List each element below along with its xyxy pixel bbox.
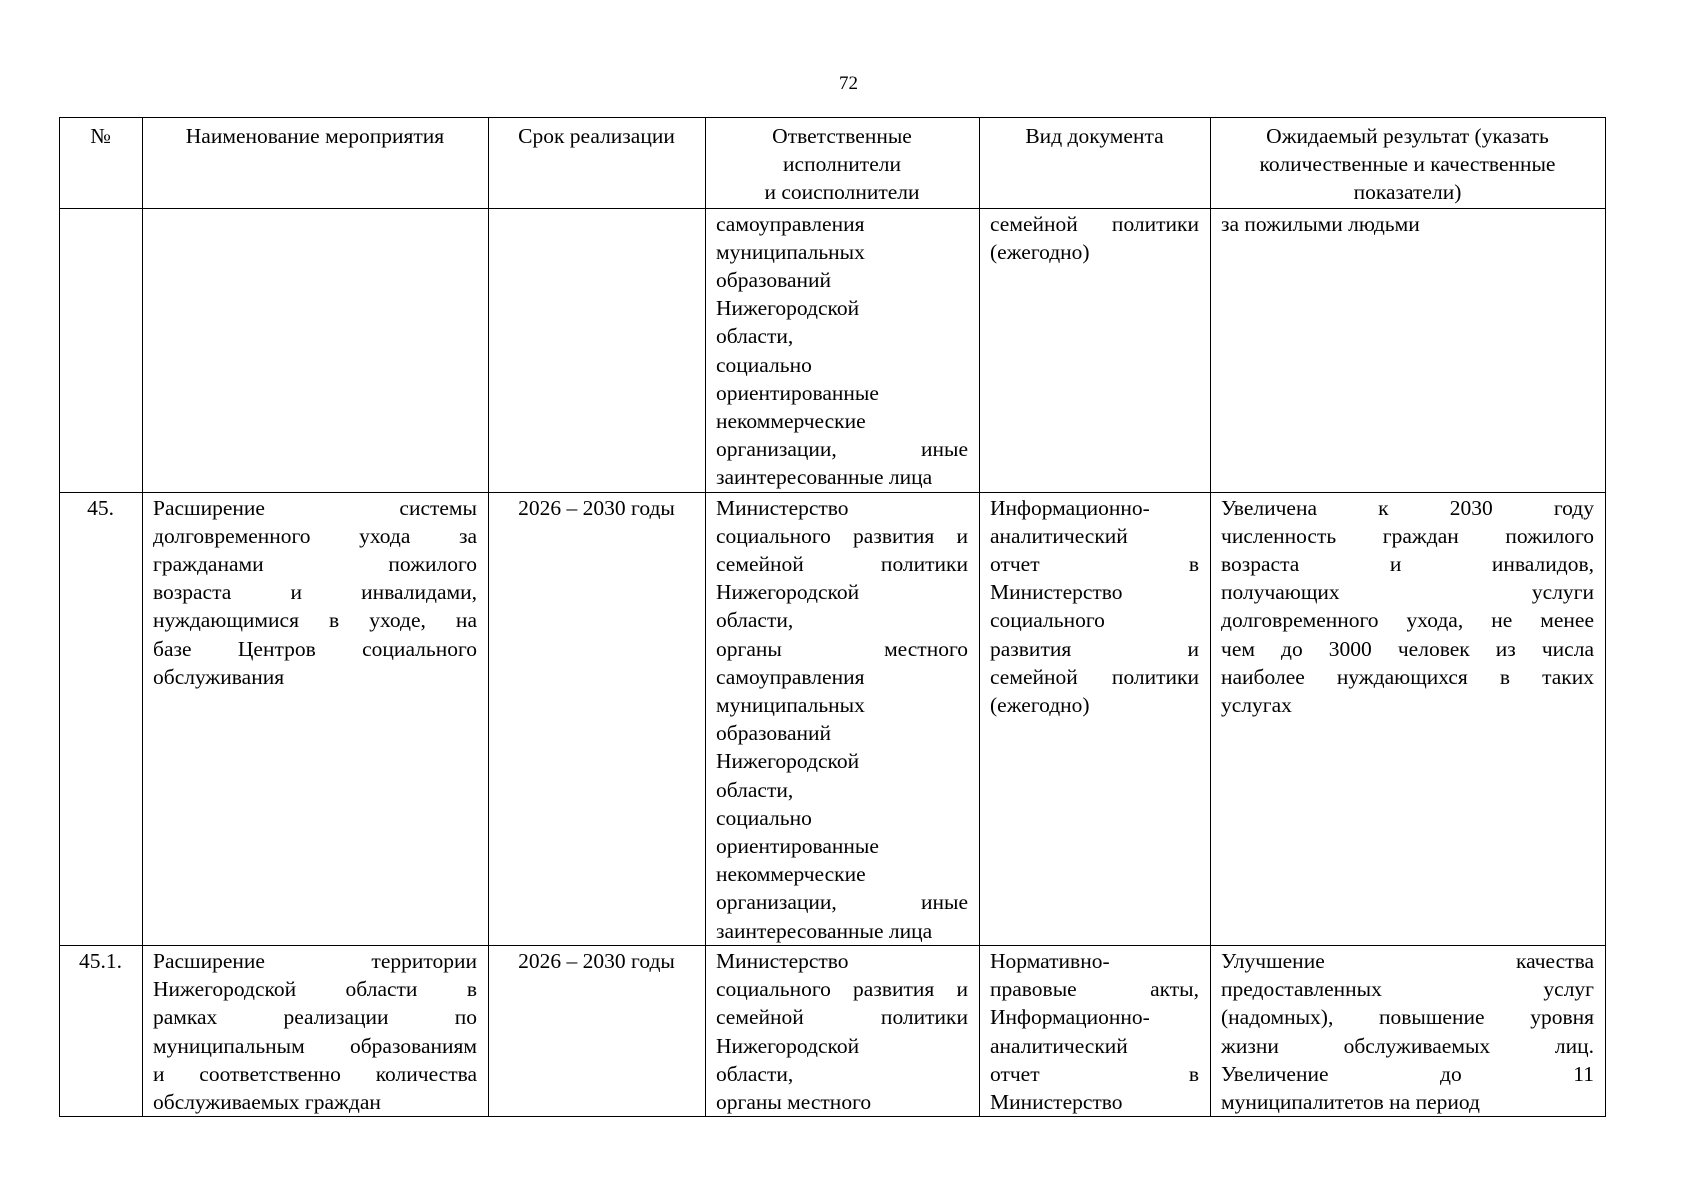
cell-line: жизни обслуживаемых лиц. xyxy=(1221,1033,1594,1058)
cell-line: долговременного ухода, не менее xyxy=(1221,608,1594,633)
cell-doc-type xyxy=(980,208,1211,492)
cell-line: предоставленных услуг xyxy=(1221,977,1594,1002)
cell-line: органы местного xyxy=(716,636,968,661)
cell-line: (ежегодно) xyxy=(990,693,1090,718)
cell-line: (надомных), повышение уровня xyxy=(1221,1005,1594,1030)
cell-line: правовые акты, xyxy=(990,977,1199,1002)
cell-line: Увеличение до 11 xyxy=(1221,1061,1594,1086)
cell-line: аналитический xyxy=(990,1033,1128,1058)
cell-line: нуждающимися в уходе, на xyxy=(153,608,477,633)
cell-line: Нижегородской xyxy=(716,749,860,774)
header-name: Наименование мероприятия xyxy=(143,118,489,209)
cell-line: отчет в xyxy=(990,1061,1199,1086)
header-result-line: показатели) xyxy=(1353,180,1462,205)
cell-result xyxy=(1211,945,1606,1116)
cell-line: области, xyxy=(716,608,794,633)
cell-line: семейной политики xyxy=(716,552,968,577)
cell-line: Нижегородской xyxy=(716,296,860,321)
cell-line: организации, иные xyxy=(716,890,968,915)
header-result-line: количественные и качественные xyxy=(1259,152,1556,177)
cell-line: социально xyxy=(716,805,812,830)
cell-line: семейной политики xyxy=(716,1005,968,1030)
table-row xyxy=(60,492,1606,945)
header-term: Срок реализации xyxy=(489,118,706,209)
cell-line: аналитический xyxy=(990,523,1128,548)
cell-line: услугах xyxy=(1221,693,1292,718)
cell-line: социального развития и xyxy=(716,977,968,1002)
cell-doc-type xyxy=(980,492,1211,945)
header-responsible-line: и соисполнители xyxy=(764,180,920,205)
cell-line: отчет в xyxy=(990,552,1199,577)
cell-responsible xyxy=(706,208,980,492)
cell-line: семейной политики xyxy=(990,211,1199,236)
cell-num: 45.1. xyxy=(60,945,143,1116)
cell-line: области, xyxy=(716,1061,794,1086)
cell-line: Нормативно- xyxy=(990,948,1110,973)
cell-line: Министерство xyxy=(716,495,849,520)
cell-line: муниципальных xyxy=(716,693,865,718)
cell-responsible xyxy=(706,492,980,945)
cell-line: Министерство xyxy=(990,580,1123,605)
cell-line: муниципалитетов на период xyxy=(1221,1089,1480,1114)
cell-line: области, xyxy=(716,777,794,802)
cell-line: Увеличена к 2030 году xyxy=(1221,495,1594,520)
cell-name xyxy=(143,945,489,1116)
cell-line: образований xyxy=(716,268,832,293)
cell-line: Информационно- xyxy=(990,495,1150,520)
cell-name xyxy=(143,492,489,945)
cell-line: Нижегородской xyxy=(716,1033,860,1058)
header-result xyxy=(1211,118,1606,209)
cell-doc-type xyxy=(980,945,1211,1116)
cell-line: и соответственно количества xyxy=(153,1061,477,1086)
cell-line: наиболее нуждающихся в таких xyxy=(1221,664,1594,689)
cell-line: социального xyxy=(990,608,1105,633)
cell-term: 2026 – 2030 годы xyxy=(489,945,706,1116)
cell-name xyxy=(143,208,489,492)
cell-line: организации, иные xyxy=(716,437,968,462)
cell-line: муниципальным образованиям xyxy=(153,1033,477,1058)
header-responsible-line: Ответственные xyxy=(772,124,912,148)
page-number: 72 xyxy=(839,73,858,94)
cell-result xyxy=(1211,208,1606,492)
cell-line: Расширение территории xyxy=(153,948,477,973)
cell-line: обслуживания xyxy=(153,664,285,689)
cell-line: самоуправления xyxy=(716,664,865,689)
cell-line: Улучшение качества xyxy=(1221,948,1594,973)
cell-line: Нижегородской области в xyxy=(153,977,477,1002)
cell-line: заинтересованные лица xyxy=(716,918,933,943)
cell-line: развития и xyxy=(990,636,1199,661)
cell-line: (ежегодно) xyxy=(990,239,1090,264)
cell-line: за пожилыми людьми xyxy=(1221,211,1420,236)
cell-line: социального развития и xyxy=(716,523,968,548)
cell-line: некоммерческие xyxy=(716,862,866,887)
cell-line: рамках реализации по xyxy=(153,1005,477,1030)
cell-line: Министерство xyxy=(990,1089,1123,1114)
cell-responsible xyxy=(706,945,980,1116)
cell-line: базе Центров социального xyxy=(153,636,477,661)
cell-line: заинтересованные лица xyxy=(716,465,933,490)
header-responsible-line: исполнители xyxy=(783,152,901,177)
cell-line: Министерство xyxy=(716,948,849,973)
cell-line: самоуправления xyxy=(716,211,865,236)
cell-line: ориентированные xyxy=(716,834,879,859)
table-header-row xyxy=(60,118,1606,209)
cell-term xyxy=(489,208,706,492)
table-row xyxy=(60,945,1606,1116)
cell-line: возраста и инвалидами, xyxy=(153,580,477,605)
cell-num: 45. xyxy=(60,492,143,945)
activities-table xyxy=(59,117,1606,1117)
header-responsible xyxy=(706,118,980,209)
cell-line: органы местного xyxy=(716,1089,872,1114)
cell-num xyxy=(60,208,143,492)
cell-line: гражданами пожилого xyxy=(153,552,477,577)
cell-line: области, xyxy=(716,324,794,349)
cell-line: получающих услуги xyxy=(1221,580,1594,605)
cell-line: Информационно- xyxy=(990,1005,1150,1030)
cell-line: численность граждан пожилого xyxy=(1221,523,1594,548)
cell-line: социально xyxy=(716,352,812,377)
cell-line: Нижегородской xyxy=(716,580,860,605)
cell-line: долговременного ухода за xyxy=(153,523,477,548)
cell-line: ориентированные xyxy=(716,380,879,405)
cell-line: чем до 3000 человек из числа xyxy=(1221,636,1594,661)
cell-line: муниципальных xyxy=(716,239,865,264)
header-result-line: Ожидаемый результат (указать xyxy=(1266,124,1549,148)
header-doc-type: Вид документа xyxy=(980,118,1211,209)
cell-line: образований xyxy=(716,721,832,746)
cell-term: 2026 – 2030 годы xyxy=(489,492,706,945)
cell-line: некоммерческие xyxy=(716,409,866,434)
cell-result xyxy=(1211,492,1606,945)
table-row xyxy=(60,208,1606,492)
cell-line: семейной политики xyxy=(990,664,1199,689)
cell-line: возраста и инвалидов, xyxy=(1221,552,1594,577)
cell-line: Расширение системы xyxy=(153,495,477,520)
cell-line: обслуживаемых граждан xyxy=(153,1089,381,1114)
header-num: № xyxy=(60,118,143,209)
